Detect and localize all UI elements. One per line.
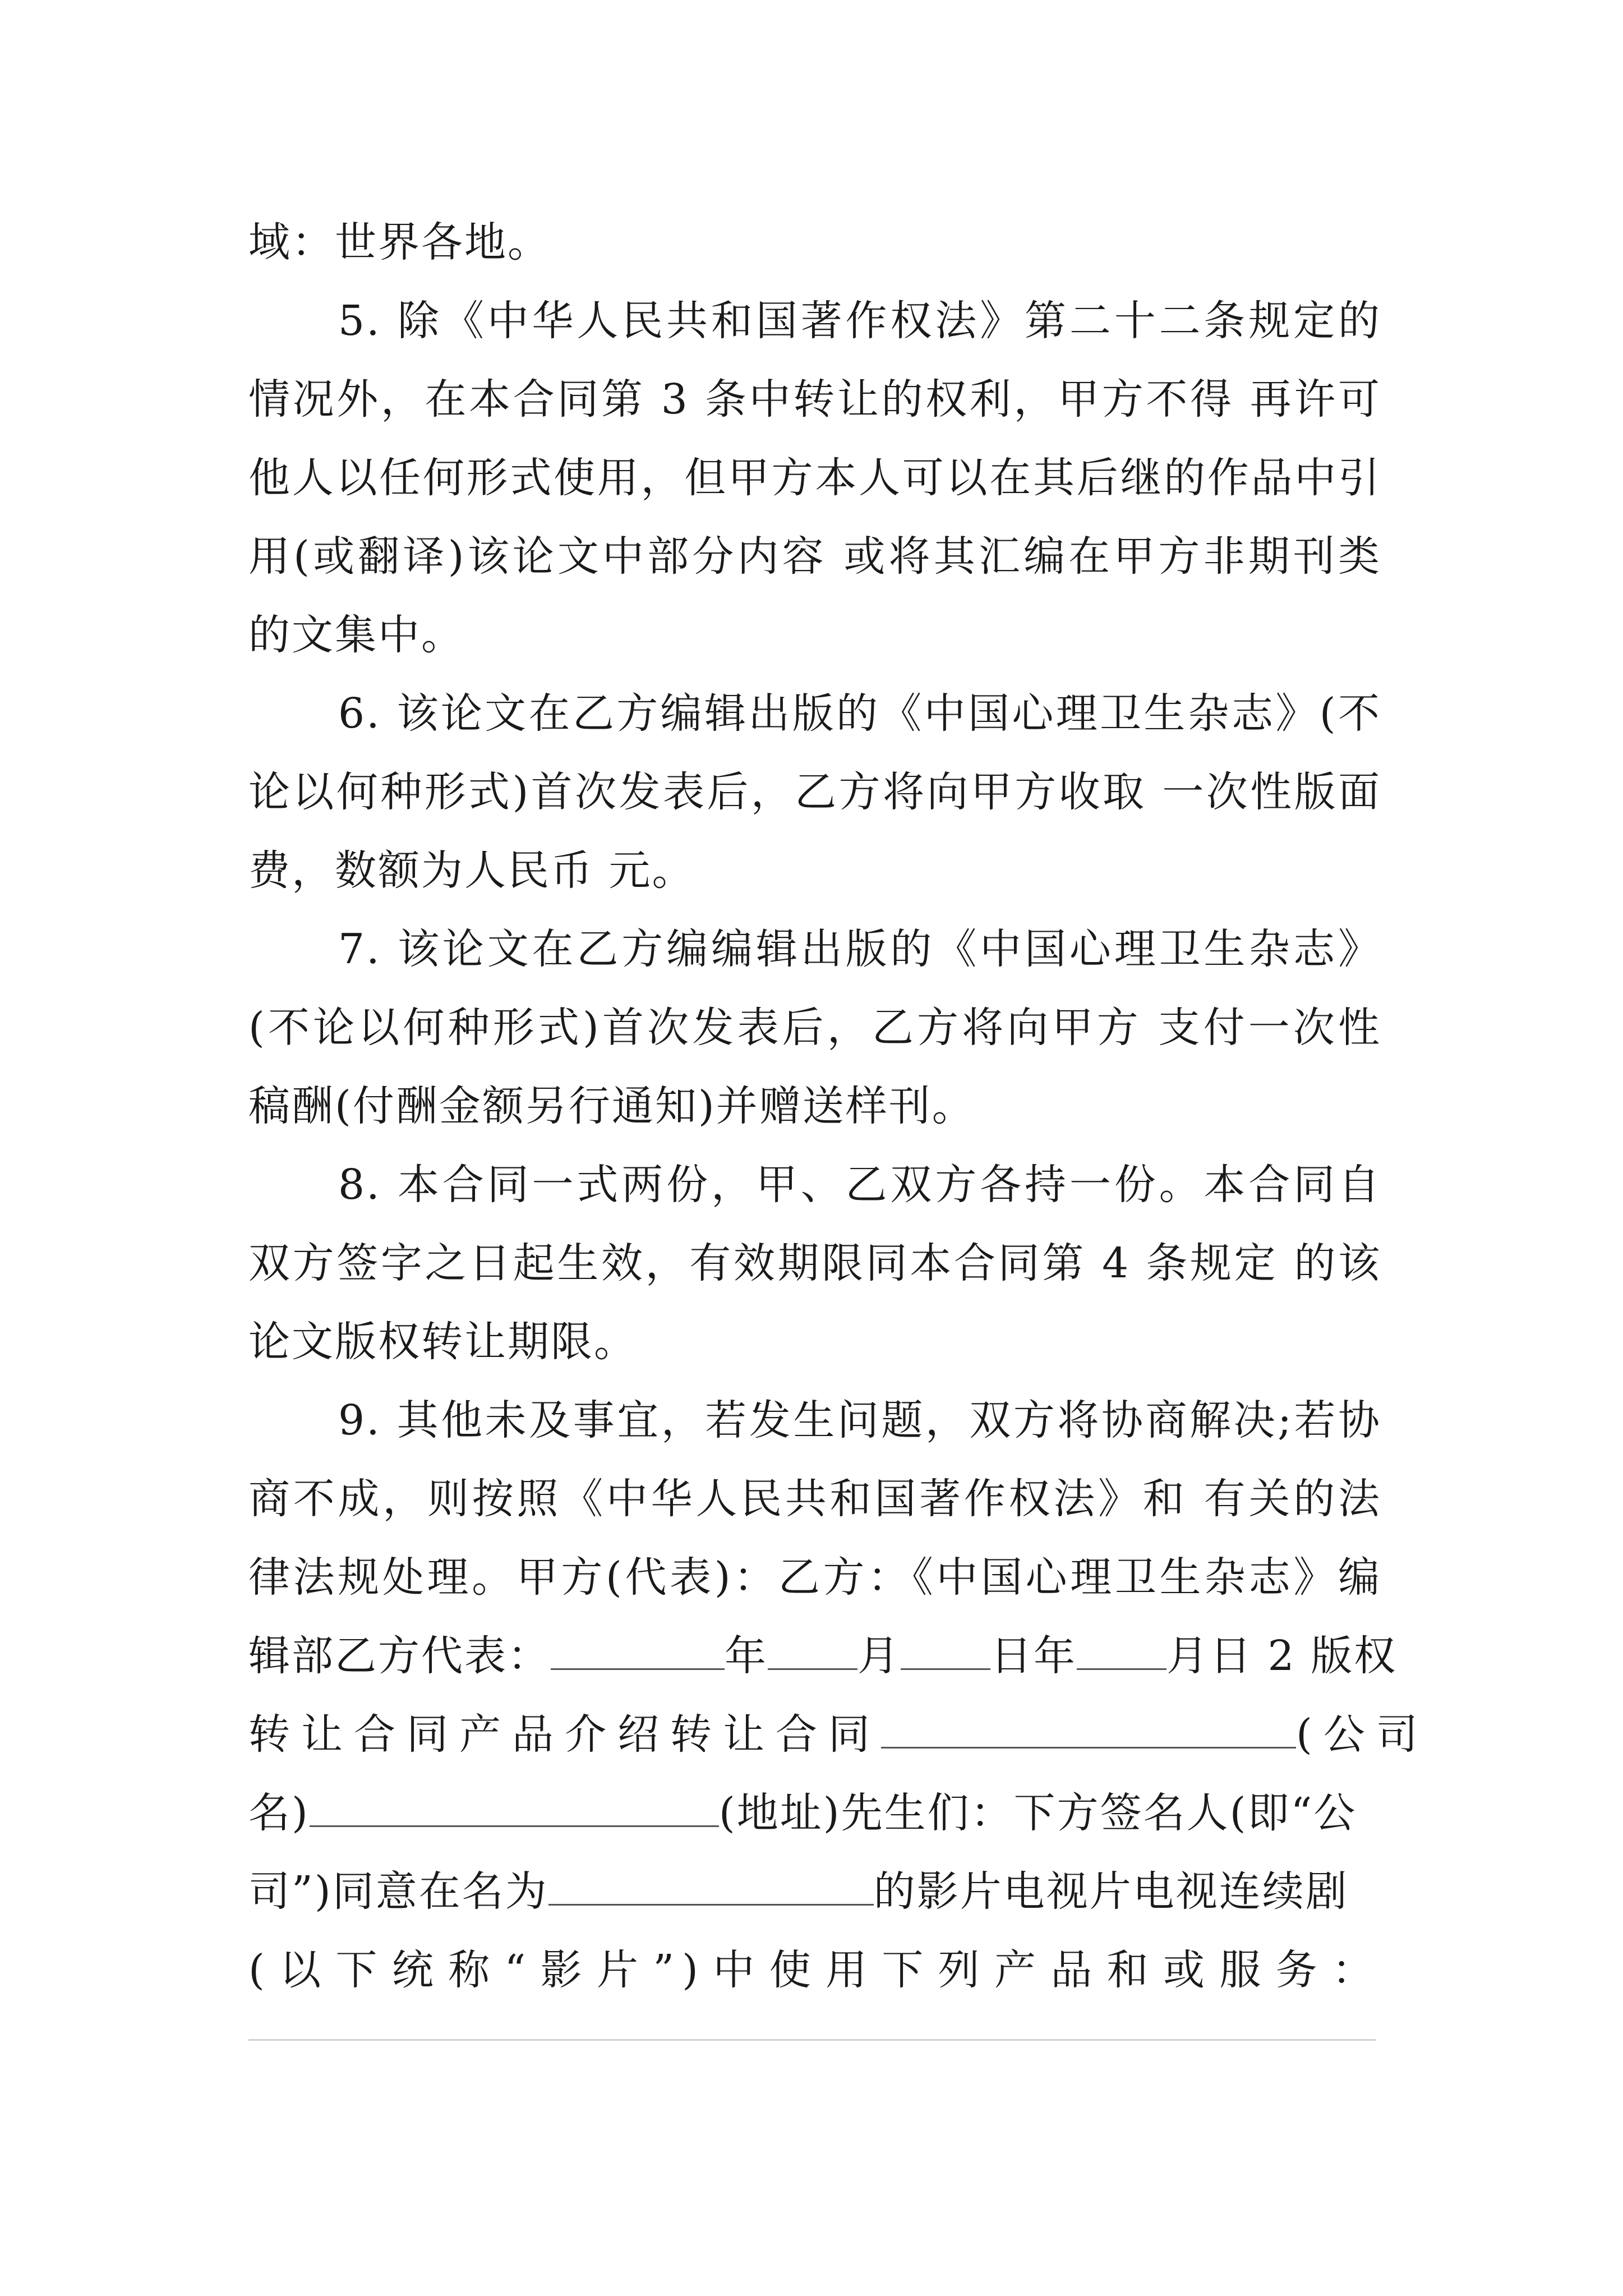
text-line: 论以何种形式)首次发表后，乙方将向甲方收取 一次性版面 [248,768,1381,816]
blank-underline [768,1635,857,1670]
text-segment: 司”)同意在名为 [248,1867,548,1916]
text-segment: 月 [857,1632,901,1680]
signature-date-line [248,1617,1398,1695]
text-line: 律法规处理。甲方(代表)：乙方：《中国心理卫生杂志》编 [248,1553,1381,1602]
text-line: 他人以任何形式使用，但甲方本人可以在其后继的作品中引 [248,454,1381,502]
blank-underline [548,1870,874,1906]
text-segment: 转让合同产品介绍转让合同 [248,1710,881,1759]
text-line: 商不成，则按照《中华人民共和国著作权法》和 有关的法 [248,1475,1381,1523]
text-line: 6. 该论文在乙方编辑出版的《中国心理卫生杂志》(不 [338,689,1381,738]
film-name-line [248,1852,1381,1931]
blank-underline [551,1635,725,1670]
text-line: 8. 本合同一式两份，甲、乙双方各持一份。本合同自 [338,1161,1381,1209]
text-line: 域：世界各地。 [248,218,551,266]
text-line: 费，数额为人民币 元。 [248,846,695,895]
text-line: 用(或翻译)该论文中部分内容 或将其汇编在甲方非期刊类 [248,532,1381,581]
text-line: 双方签字之日起生效，有效期限同本合同第 4 条规定 的该 [248,1239,1381,1287]
text-line: 7. 该论文在乙方编编辑出版的《中国心理卫生杂志》 [338,925,1381,973]
text-segment: (公司 [1296,1710,1429,1759]
text-line: 论文版权转让期限。 [248,1318,637,1366]
text-segment: 月日 2 版权 [1166,1632,1398,1680]
blank-underline [901,1635,990,1670]
text-line: 的文集中。 [248,611,464,659]
blank-underline [310,1792,719,1827]
blank-underline [881,1713,1296,1749]
text-segment: (地址)先生们：下方签名人(即“公 [718,1789,1357,1837]
text-segment: 的影片电视片电视连续剧 [873,1867,1349,1916]
text-line: (不论以何种形式)首次发表后，乙方将向甲方 支付一次性 [248,1004,1381,1052]
blank-underline [1077,1635,1166,1670]
footer-divider [248,2039,1376,2041]
company-line [248,1695,1429,1774]
address-line [248,1774,1381,1852]
text-segment: 名) [248,1789,310,1837]
text-line: 稿酬(付酬金额另行通知)并赠送样刊。 [248,1082,975,1130]
text-segment: 日年 [990,1632,1077,1680]
text-segment: 年 [725,1632,768,1680]
text-line: 情况外，在本合同第 3 条中转让的权利，甲方不得 再许可 [248,375,1381,424]
text-line: 9. 其他未及事宜，若发生问题，双方将协商解决;若协 [338,1396,1381,1444]
text-segment: 辑部乙方代表： [248,1632,551,1680]
text-line: 5. 除《中华人民共和国著作权法》第二十二条规定的 [338,297,1381,345]
text-line: (以下统称“影片”)中使用下列产品和或服务： [248,1946,1381,1994]
